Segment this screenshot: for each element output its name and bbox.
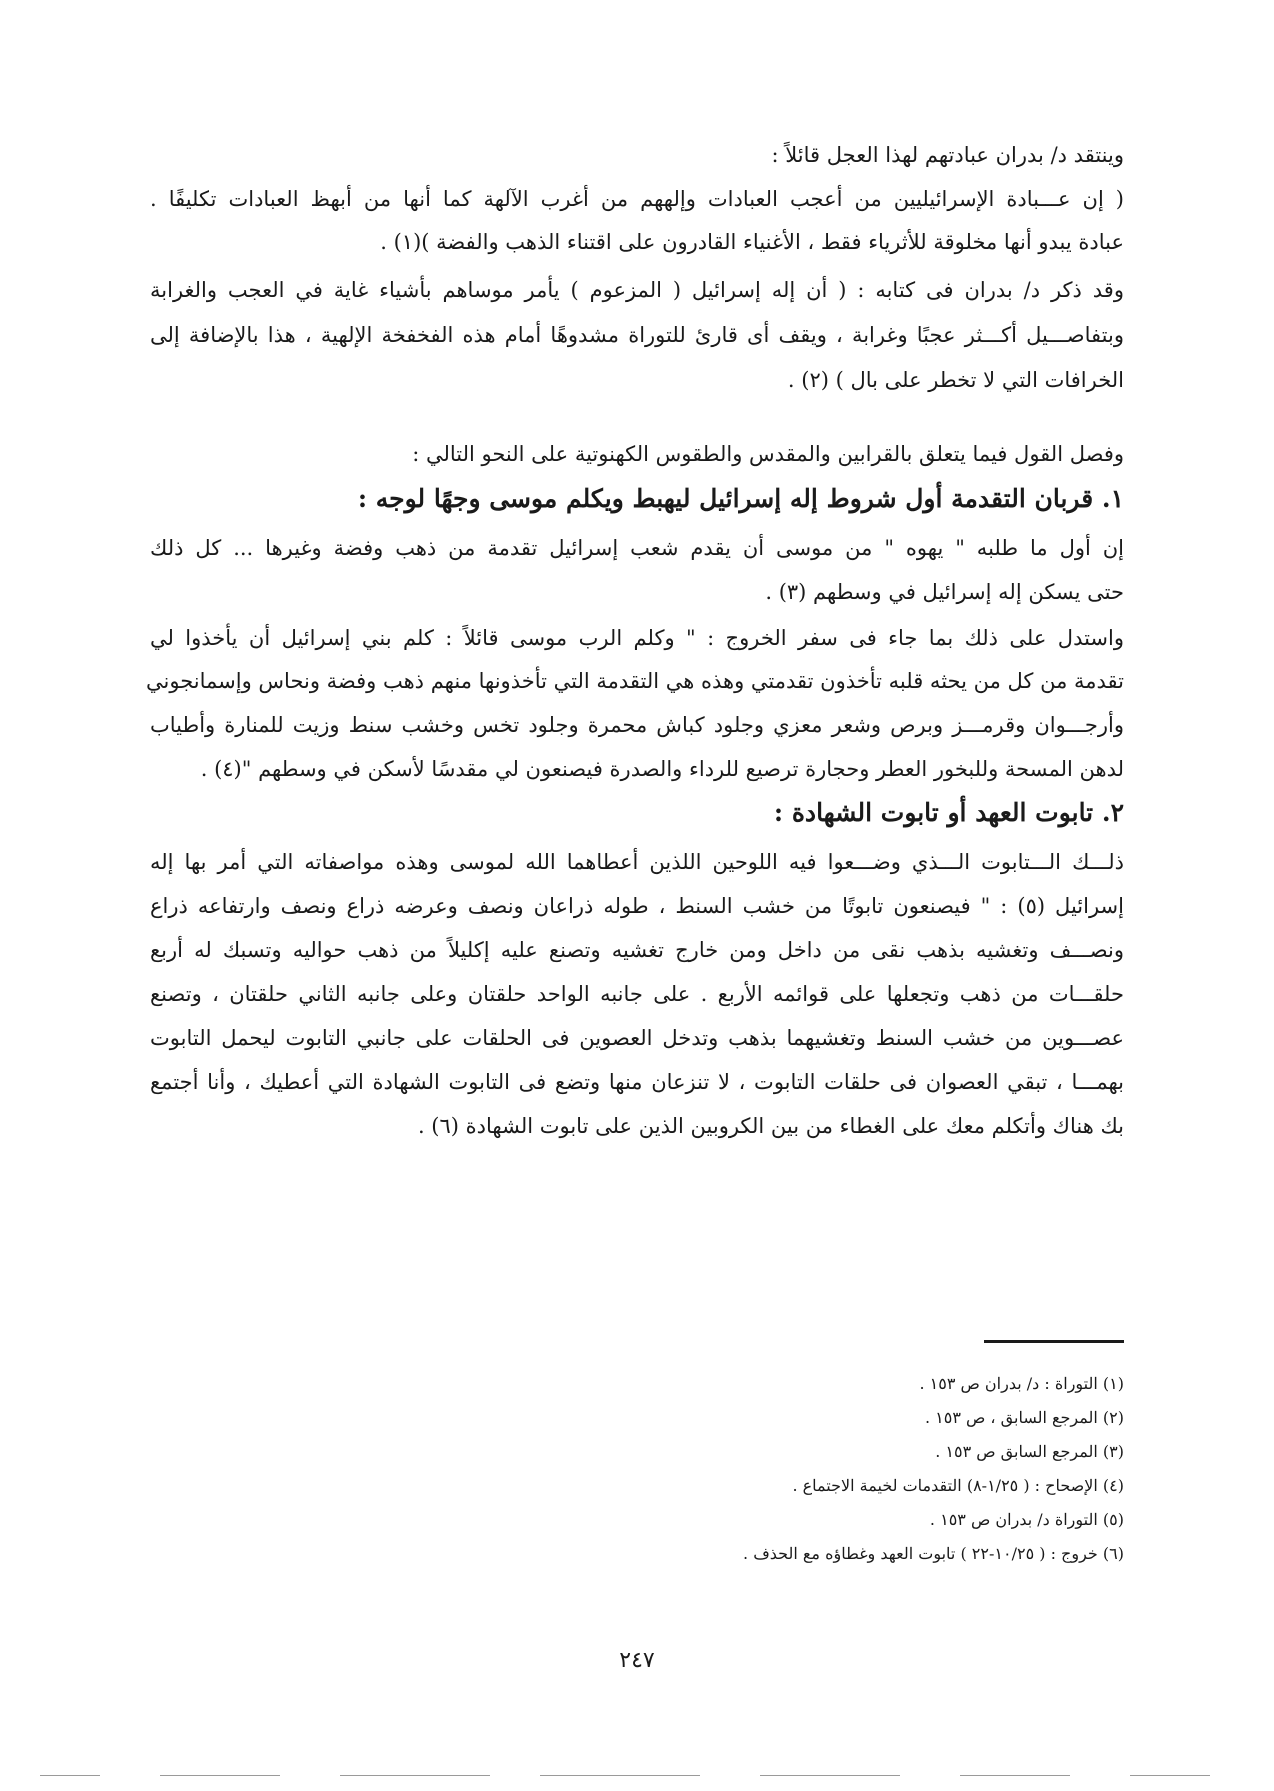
scan-edge-mark	[340, 1775, 490, 1776]
paragraph-1-line-1: وينتقد د/ بدران عبادتهم لهذا العجل قائلاً :	[771, 143, 1124, 167]
paragraph-2-line-1: وقد ذكر د/ بدران فى كتابه : ( أن إله إسرائيل ( المزعوم ) يأمر موساهم بأشياء غاية في العجب والغرابة	[150, 278, 1124, 302]
scan-edge-mark	[1130, 1775, 1210, 1776]
section-heading-1: ١. قربان التقدمة أول شروط إله إسرائيل ليهبط ويكلم موسى وجهًا لوجه :	[357, 484, 1124, 513]
footnote-2: (٢) المرجع السابق ، ص ١٥٣ .	[924, 1408, 1124, 1427]
scan-edge-mark	[160, 1775, 280, 1776]
footnote-1: (١) التوراة : د/ بدران ص ١٥٣ .	[919, 1374, 1124, 1393]
paragraph-4-line-2: تقدمة من كل من يحثه قلبه تأخذون تقدمتي وهذه هي التقدمة التي تأخذونها منهم ذهب وفضة ونحاس وإسمانجوني	[146, 669, 1124, 693]
paragraph-4-line-3: وأرجـــوان وقرمـــز وبرص وشعر معزي وجلود كباش محمرة وجلود تخس وخشب سنط وزيت للمنارة وأطياب	[150, 713, 1124, 737]
paragraph-5-line-3: ونصـــف وتغشيه بذهب نقى من داخل ومن خارج تغشيه وتصنع عليه إكليلاً من ذهب حواليه وتسبك له أربع	[150, 938, 1124, 962]
paragraph-3-line-1: إن أول ما طلبه " يهوه " من موسى أن يقدم شعب إسرائيل تقدمة من ذهب وفضة وغيرها ... كل ذلك	[150, 536, 1124, 560]
paragraph-4-line-1: واستدل على ذلك بما جاء فى سفر الخروج : " وكلم الرب موسى قائلاً : كلم بني إسرائيل أن يأخذوا لي	[150, 626, 1124, 650]
paragraph-2-line-2: وبتفاصـــيل أكـــثر عجبًا وغرابة ، ويقف أى قارئ للتوراة مشدوهًا أمام هذه الفخفخة الإلهية ، هذا بالإضافة إلى	[150, 323, 1124, 347]
paragraph-1-line-3: عبادة يبدو أنها مخلوقة للأثرياء فقط ، الأغنياء القادرون على اقتناء الذهب والفضة )(١) .	[380, 230, 1124, 254]
intro-line: وفصل القول فيما يتعلق بالقرابين والمقدس والطقوس الكهنوتية على النحو التالي :	[412, 442, 1124, 466]
scan-edge-mark	[40, 1775, 100, 1776]
paragraph-2-line-3: الخرافات التي لا تخطر على بال ) (٢) .	[787, 368, 1124, 392]
paragraph-5-line-2: إسرائيل (٥) : " فيصنعون تابوتًا من خشب السنط ، طوله ذراعان ونصف وعرضه ذراع ونصف وارتفاعه ذراع	[150, 894, 1124, 918]
paragraph-5-line-7: بك هناك وأتكلم معك على الغطاء من بين الكروبين الذين على تابوت الشهادة (٦) .	[417, 1114, 1124, 1138]
paragraph-4-line-4: لدهن المسحة وللبخور العطر وحجارة ترصيع للرداء والصدرة فيصنعون لي مقدسًا لأسكن في وسطهم "(٤) .	[200, 757, 1124, 781]
footnote-3: (٣) المرجع السابق ص ١٥٣ .	[935, 1442, 1124, 1461]
footnote-5: (٥) التوراة د/ بدران ص ١٥٣ .	[929, 1510, 1124, 1529]
paragraph-5-line-6: بهمـــا ، تبقي العصوان فى حلقات التابوت ، لا تنزعان منها وتضع فى التابوت الشهادة التي أعطيك ، وأنا أجتمع	[150, 1070, 1124, 1094]
paragraph-5-line-1: ذلـــك الـــتابوت الـــذي وضـــعوا فيه اللوحين اللذين أعطاهما الله لموسى وهذه مواصفاته التي أمر بها إله	[150, 850, 1124, 874]
paragraph-1-line-2: ( إن عـــبادة الإسرائيليين من أعجب العبادات وإلههم من أغرب الآلهة كما أنها من أبهظ العبادات تكليفًا .	[150, 187, 1124, 211]
paragraph-5-line-5: عصـــوين من خشب السنط وتغشيهما بذهب وتدخل العصوين فى الحلقات على جانبي التابوت ليحمل التابوت	[150, 1026, 1124, 1050]
scan-edge-mark	[540, 1775, 700, 1776]
footnote-6: (٦) خروج : ( ١٠/٢٥-٢٢ ) تابوت العهد وغطاؤه مع الحذف .	[743, 1544, 1124, 1563]
scan-edge-mark	[760, 1775, 900, 1776]
footnote-separator	[984, 1340, 1124, 1343]
scan-edge-mark	[960, 1775, 1070, 1776]
paragraph-5-line-4: حلقـــات من ذهب وتجعلها على قوائمه الأربع . على جانبه الواحد حلقتان وعلى جانبه الثاني حلقتان ، وتصنع	[150, 982, 1124, 1006]
paragraph-3-line-2: حتى يسكن إله إسرائيل في وسطهم (٣) .	[765, 580, 1124, 604]
page-number: ٢٤٧	[619, 1648, 655, 1673]
section-heading-2: ٢. تابوت العهد أو تابوت الشهادة :	[773, 798, 1124, 827]
footnote-4: (٤) الإصحاح : ( ١/٢٥-٨) التقدمات لخيمة الاجتماع .	[792, 1476, 1124, 1495]
